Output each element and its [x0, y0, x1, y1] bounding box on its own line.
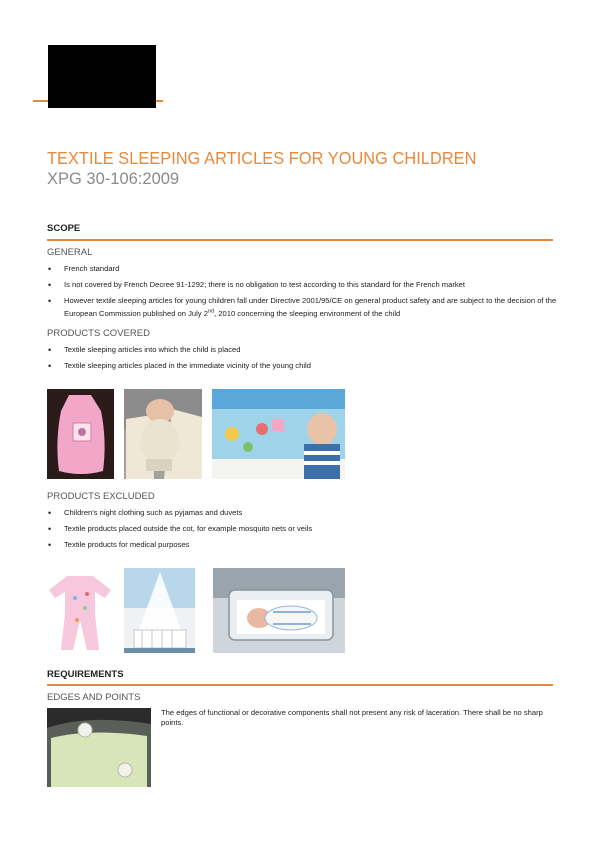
general-heading: GENERAL — [47, 247, 93, 258]
list-item: • Children's night clothing such as pyjamas and duvets — [47, 508, 557, 518]
general-list — [47, 264, 557, 325]
mosquito-net-photo — [124, 568, 195, 653]
scope-rule — [47, 239, 553, 241]
list-item: • French standard — [47, 264, 557, 274]
document-subtitle: XPG 30-106:2009 — [47, 170, 180, 188]
cot-bumper-photo — [212, 389, 345, 479]
baby-on-positioner-photo — [124, 389, 202, 479]
document-title: TEXTILE SLEEPING ARTICLES FOR YOUNG CHILDREN — [47, 148, 477, 168]
sleeping-bag-photo — [47, 389, 114, 479]
products-excluded-list — [47, 508, 557, 556]
products-covered-heading: PRODUCTS COVERED — [47, 328, 150, 339]
edges-and-points-text: The edges of functional or decorative components shall not present any risk of laceration. There shall be no sharp points. — [161, 708, 543, 727]
list-item: • Textile sleeping articles placed in the immediate vicinity of the young child — [47, 361, 557, 371]
list-item: • However textile sleeping articles for young children fall under Directive 2001/95/CE on general product safety and are subject to the decision of the European Commission published on July 2nd, 2010 concerning the sleeping environment of the child — [47, 296, 557, 319]
requirements-heading: REQUIREMENTS — [47, 669, 124, 680]
list-item: • Textile products placed outside the cot, for example mosquito nets or veils — [47, 524, 557, 534]
list-item: • Textile sleeping articles into which the child is placed — [47, 345, 557, 355]
list-item: • Is not covered by French Decree 91-1292; there is no obligation to test according to this standard for the French market — [47, 280, 557, 290]
redacted-logo — [48, 45, 156, 108]
snap-fastener-photo — [47, 708, 151, 787]
requirements-rule — [47, 684, 553, 686]
scope-heading: SCOPE — [47, 223, 81, 234]
edges-and-points-heading: EDGES AND POINTS — [47, 692, 141, 703]
products-excluded-heading: PRODUCTS EXCLUDED — [47, 491, 155, 502]
hospital-cot-photo — [213, 568, 345, 653]
list-item: • Textile products for medical purposes — [47, 540, 557, 550]
pyjamas-photo — [47, 568, 113, 653]
products-covered-list — [47, 345, 557, 377]
